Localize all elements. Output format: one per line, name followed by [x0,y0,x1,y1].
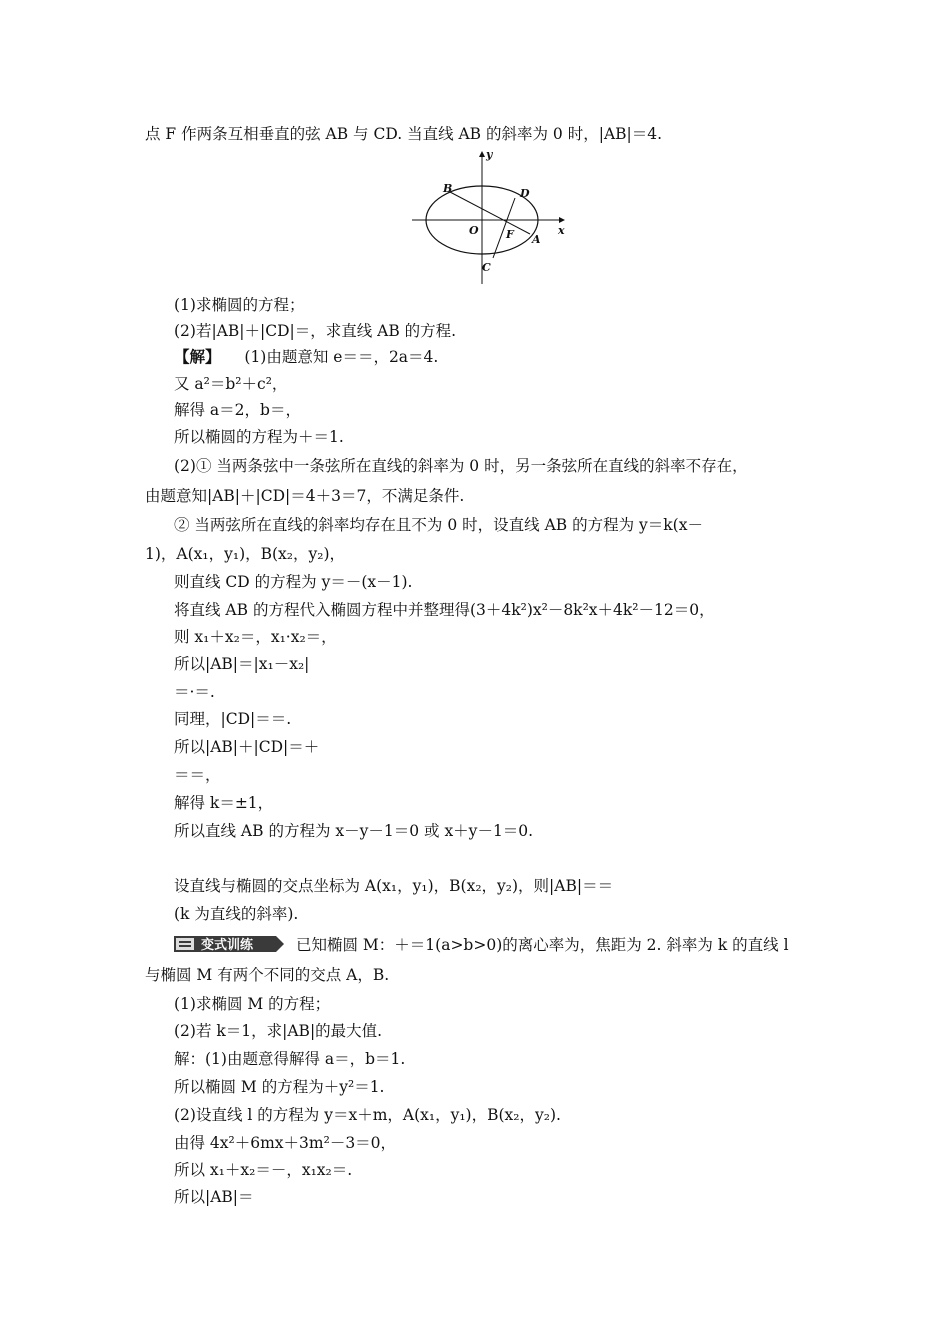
solution-text: (1)由题意知 e＝＝，2a＝4. [244,348,439,366]
summary-line: (k 为直线的斜率). [174,905,299,923]
label-b: B [443,182,453,195]
solution-line: 所以|AB|＋|CD|＝＋ [174,738,320,756]
solution-line: 则 x₁＋x₂＝，x₁·x₂＝， [174,628,337,646]
practice-line: 已知椭圆 M：＋＝1(a>b>0)的离心率为，焦距为 2. 斜率为 k 的直线 l [296,936,789,954]
solution-tag: 【解】 [174,347,221,366]
solution-line: 又 a²＝b²＋c²， [174,375,288,393]
solution-line: 解得 k＝±1， [174,794,274,812]
label-f: F [506,228,514,241]
label-d: D [520,187,530,200]
practice-line: (2)设直线 l 的方程为 y＝x＋m，A(x₁，y₁)，B(x₂，y₂). [174,1106,561,1124]
question-1: (1)求椭圆的方程； [174,296,305,314]
practice-line: 所以椭圆 M 的方程为＋y²＝1. [174,1078,385,1096]
solution-line: 1)，A(x₁，y₁)，B(x₂，y₂)， [145,545,346,563]
solution-line: ② 当两弦所在直线的斜率均存在且不为 0 时，设直线 AB 的方程为 y＝k(x－ [174,516,703,534]
practice-line: 与椭圆 M 有两个不同的交点 A，B. [145,966,390,984]
badge-label: 变式训练 [201,938,254,953]
practice-line: (2)若 k＝1，求|AB|的最大值. [174,1022,383,1040]
solution-line: 所以椭圆的方程为＋＝1. [174,428,344,446]
solution-line: 则直线 CD 的方程为 y＝－(x－1). [174,573,413,591]
practice-line: 所以 x₁＋x₂＝－，x₁x₂＝. [174,1161,353,1179]
practice-badge [172,933,286,955]
practice-line: 解：(1)由题意得解得 a＝，b＝1. [174,1050,406,1068]
solution-line: ＝＝， [174,766,221,784]
label-y: y [486,148,493,161]
problem-intro: 点 F 作两条互相垂直的弦 AB 与 CD. 当直线 AB 的斜率为 0 时，|AB|＝4. [145,125,663,143]
summary-line: 设直线与椭圆的交点坐标为 A(x₁，y₁)，B(x₂，y₂)，则|AB|＝＝ [174,877,614,895]
ellipse-figure [412,146,584,288]
solution-line: 解得 a＝2，b＝， [174,401,301,419]
label-x: x [558,224,565,237]
label-c: C [482,261,491,274]
question-2: (2)若|AB|＋|CD|＝，求直线 AB 的方程. [174,322,457,340]
solution-line: (2)① 当两条弦中一条弦所在直线的斜率为 0 时，另一条弦所在直线的斜率不存在， [174,457,748,475]
chord-ab [450,192,530,234]
solution-line: 同理，|CD|＝＝. [174,710,292,728]
solution-line: 所以直线 AB 的方程为 x－y－1＝0 或 x＋y－1＝0. [174,822,534,840]
practice-line: 所以|AB|＝ [174,1188,254,1206]
label-o: O [469,224,479,237]
solution-line: ＝·＝. [174,683,215,701]
practice-line: (1)求椭圆 M 的方程； [174,995,331,1013]
solution-line: 由题意知|AB|＋|CD|＝4＋3＝7，不满足条件. [145,487,465,505]
label-a: A [532,233,541,246]
solution-line: 所以|AB|＝|x₁－x₂| [174,655,310,673]
solution-line [174,347,438,367]
practice-line: 由得 4x²＋6mx＋3m²－3＝0， [174,1134,397,1152]
solution-line: 将直线 AB 的方程代入椭圆方程中并整理得(3＋4k²)x²－8k²x＋4k²－12＝0， [174,601,715,619]
